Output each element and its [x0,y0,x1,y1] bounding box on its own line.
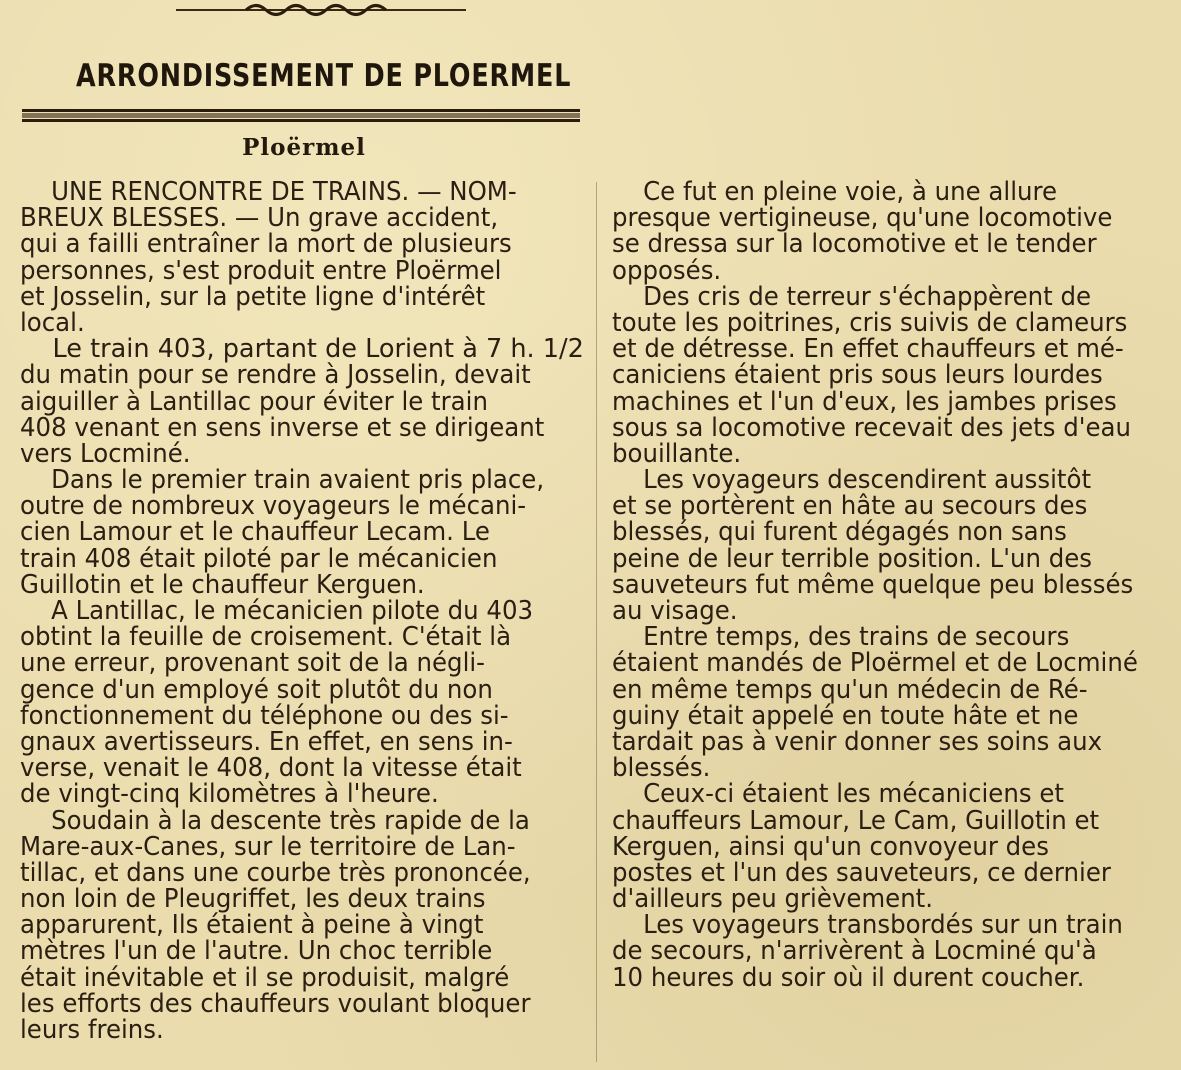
article-text-line: mètres l'un de l'autre. Un choc terrible [20,936,493,967]
article-text-line: de secours, n'arrivèrent à Locminé qu'à [612,936,1097,967]
headline-rule [22,109,580,122]
article-text-line: chauffeurs Lamour, Le Cam, Guillotin et [612,805,1100,836]
article-text-line: et de détresse. En effet chauffeurs et mé- [612,334,1124,365]
article-text-line: tillac, et dans une courbe très prononcée, [20,857,531,888]
article-text-line: Guillotin et le chauffeur Kerguen. [20,569,425,600]
article-text-line: non loin de Pleugriffet, les deux trains [20,884,486,915]
article-text-line: fonctionnement du téléphone ou des si- [20,700,509,731]
section-headline: ARRONDISSEMENT DE PLOERMEL [76,58,572,94]
article-text-line: opposés. [612,255,722,286]
ornament-divider-icon [176,0,466,22]
article-text-line: toute les poitrines, cris suivis de clameurs [612,307,1128,338]
article-text-line: guiny était appelé en toute hâte et ne [612,700,1079,731]
article-text-line: aiguiller à Lantillac pour éviter le train [20,386,488,417]
article-text-line: peine de leur terrible position. L'un des [612,543,1092,574]
article-text-line: étaient mandés de Ploërmel et de Locminé [612,648,1138,679]
article-text-line: apparurent, Ils étaient à peine à vingt [20,910,484,941]
article-text-line: gnaux avertisseurs. En effet, en sens in- [20,726,513,757]
column-divider [596,182,597,1062]
article-text-line: et se portèrent en hâte au secours des [612,491,1088,522]
article-text-line: qui a failli entraîner la mort de plusieurs [20,229,512,260]
article-text-line: en même temps qu'un médecin de Ré- [612,674,1088,705]
article-text-line: Mare-aux-Canes, sur le territoire de Lan- [20,831,516,862]
article-text-line: Ceux-ci étaient les mécaniciens et [612,779,1064,810]
article-text-line: outre de nombreux voyageurs le mécani- [20,491,527,522]
article-text-line: A Lantillac, le mécanicien pilote du 403 [20,596,534,626]
article-text-line: BREUX BLESSES. — Un grave accident, [20,203,499,234]
article-text-line: cien Lamour et le chauffeur Lecam. Le [20,517,490,548]
article-text-line: caniciens étaient pris sous leurs lourdes [612,360,1103,391]
article-subhead: Ploërmel [242,134,366,161]
article-text-line: 10 heures du soir où il durent coucher. [612,962,1085,993]
article-text-line: Les voyageurs transbordés sur un train [612,910,1123,941]
article-text-line: au visage. [612,596,738,626]
article-column-left [20,179,584,1043]
article-text-line: blessés, qui furent dégagés non sans [612,517,1067,548]
article-text-line: Dans le premier train avaient pris place, [20,465,545,496]
article-text-line: postes et l'un des sauveteurs, ce dernier [612,857,1111,888]
article-text-line: vers Locminé. [20,438,191,469]
article-text-line: les efforts des chauffeurs voulant bloquer [20,988,531,1019]
article-text-line: UNE RENCONTRE DE TRAINS. — NOM- [20,177,517,207]
article-text-line: local. [20,307,85,338]
article-text-line: se dressa sur la locomotive et le tender [612,229,1097,260]
article-text-line: et Josselin, sur la petite ligne d'intérêt [20,281,486,312]
article-text-line: verse, venait le 408, dont la vitesse était [20,753,522,784]
article-text-line: une erreur, provenant soit de la négli- [20,648,485,679]
article-text-line: sous sa locomotive recevait des jets d'eau [612,412,1131,443]
article-text-line: 408 venant en sens inverse et se dirigeant [20,412,545,443]
article-text-line: du matin pour se rendre à Josselin, devait [20,360,531,391]
article-text-line: Les voyageurs descendirent aussitôt [612,465,1092,496]
article-text-line: blessés. [612,753,711,784]
article-text-line: d'ailleurs peu grièvement. [612,884,934,915]
article-text-line: sauveteurs fut même quelque peu blessés [612,569,1134,600]
article-text-line: machines et l'un d'eux, les jambes prises [612,386,1117,417]
article-text-line: Ce fut en pleine voie, à une allure [612,177,1058,207]
article-text-line: tardait pas à venir donner ses soins aux [612,726,1103,757]
article-text-line: bouillante. [612,438,742,469]
article-text-line: de vingt-cinq kilomètres à l'heure. [20,779,439,810]
article-text-line: train 408 était piloté par le mécanicien [20,543,498,574]
article-column-right [612,179,1172,991]
article-text-line: Entre temps, des trains de secours [612,622,1070,653]
article-text-line: Le train 403, partant de Lorient à 7 h. 1/2 [20,334,584,365]
article-text-line: leurs freins. [20,1015,164,1045]
article-text-line: obtint la feuille de croisement. C'était là [20,622,512,653]
article-text-line: était inévitable et il se produisit, malgré [20,962,510,993]
article-text-line: Kerguen, ainsi qu'un convoyeur des [612,831,1049,862]
article-text-line: personnes, s'est produit entre Ploërmel [20,255,502,286]
article-text-line: Soudain à la descente très rapide de la [20,805,530,836]
article-text-line: presque vertigineuse, qu'une locomotive [612,203,1113,234]
article-text-line: Des cris de terreur s'échappèrent de [612,281,1092,312]
article-text-line: gence d'un employé soit plutôt du non [20,674,493,705]
